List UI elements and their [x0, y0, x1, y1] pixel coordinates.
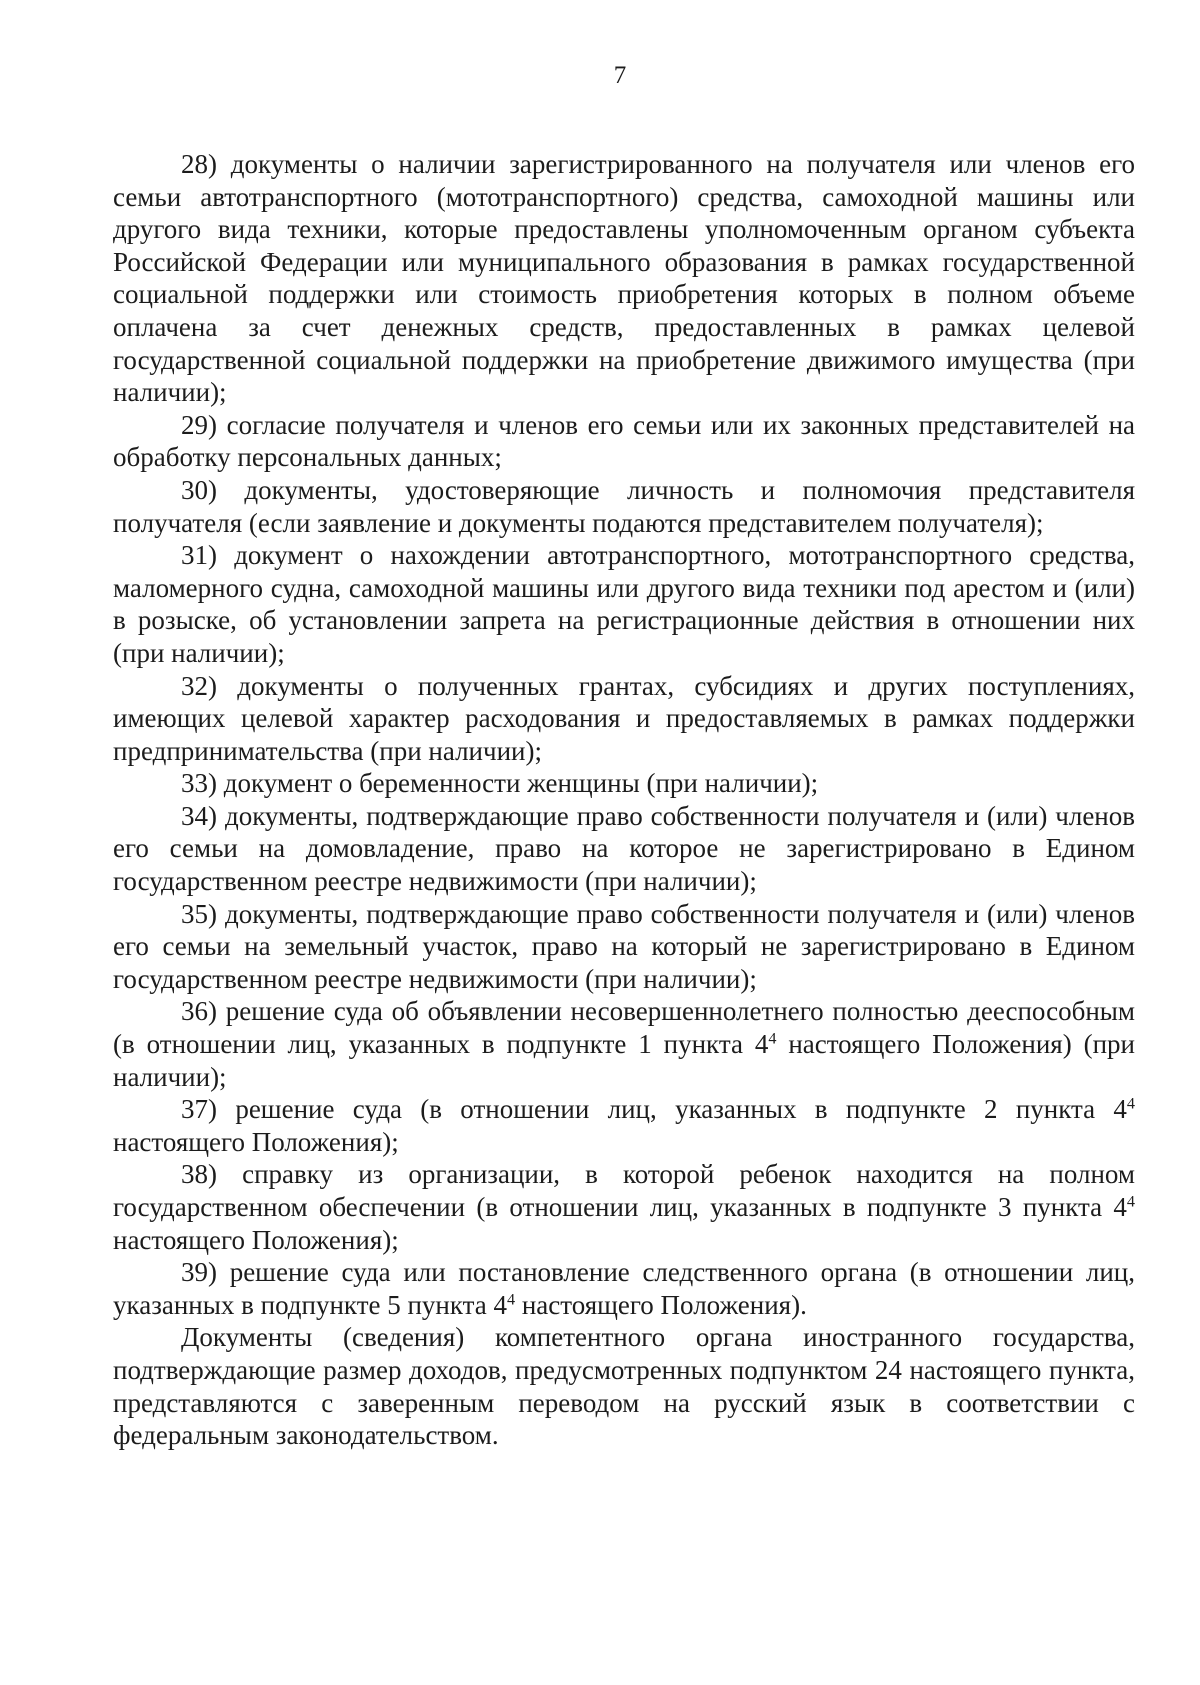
list-item-39 [113, 1256, 1135, 1321]
item-text-end: настоящего Положения); [113, 1126, 399, 1157]
item-text: документы, подтверждающие право собственности получателя и (или) членов его семьи на земельный участок, право на который не зарегистрировано в Едином государственном реестре недвижимости (при наличии); [113, 898, 1135, 994]
item-number: 35) [181, 898, 217, 929]
item-number: 34) [181, 800, 217, 831]
item-text-end: настоящего Положения) (при наличии); [113, 1029, 1135, 1092]
superscript: 4 [1126, 1094, 1136, 1113]
item-text-end: настоящего Положения). [515, 1289, 807, 1320]
item-number: 28) [181, 149, 217, 179]
list-item-34 [113, 800, 1135, 898]
item-number: 36) [181, 996, 217, 1027]
list-item-29 [113, 409, 1135, 474]
list-item-37 [113, 1093, 1135, 1158]
item-text: согласие получателя и членов его семьи или их законных представителей на обработку персональных данных; [113, 409, 1136, 473]
item-number: 31) [181, 540, 217, 571]
item-text: решение суда или постановление следственного органа (в отношении лиц, указанных в подпункте 5 пункта 4 [113, 1257, 1135, 1320]
item-number: 37) [181, 1094, 217, 1125]
item-text-end: настоящего Положения); [113, 1224, 399, 1255]
list-item-30 [113, 474, 1135, 539]
list-item-36 [113, 995, 1135, 1093]
item-text: решение суда (в отношении лиц, указанных в подпункте 2 пункта 4 [235, 1094, 1127, 1125]
item-number: 30) [181, 474, 217, 505]
item-number: 39) [181, 1257, 217, 1288]
document-body [113, 148, 1135, 1452]
item-number: 29) [181, 409, 217, 440]
list-item-28 [113, 148, 1135, 409]
item-text: документы, подтверждающие право собственности получателя и (или) членов его семьи на домовладение, право на которое не зарегистрировано в Едином государственном реестре недвижимости (при наличии); [113, 800, 1135, 897]
item-text: документ о беременности женщины (при наличии); [223, 768, 819, 799]
list-item-38 [113, 1158, 1135, 1256]
superscript: 4 [507, 1290, 516, 1309]
page-number: 7 [613, 62, 627, 89]
item-number: 33) [181, 768, 217, 799]
list-item-31 [113, 539, 1135, 669]
list-item-35 [113, 898, 1135, 996]
list-item-32 [113, 670, 1135, 768]
item-number: 38) [181, 1159, 217, 1190]
item-text: документы, удостоверяющие личность и полномочия представителя получателя (если заявление и документы подаются представителем получателя); [113, 474, 1136, 538]
item-text: решение суда об объявлении несовершеннолетнего полностью дееспособным (в отношении лиц, указанных в подпункте 1 пункта 4 [113, 996, 1136, 1060]
closing-paragraph: Документы (сведения) компетентного органа иностранного государства, подтверждающие размер доходов, предусмотренных подпунктом 24 настоящего пункта, представляются с заверенным переводом на русский язык в соответствии с федеральным законодательством. [113, 1322, 1135, 1451]
superscript: 4 [1126, 1192, 1135, 1211]
superscript: 4 [768, 1029, 777, 1048]
item-text: документы о полученных грантах, субсидиях и других поступлениях, имеющих целевой характер расходования и предоставляемых в рамках поддержки предпринимательства (при наличии); [113, 670, 1135, 766]
item-text: справку из организации, в которой ребенок находится на полном государственном обеспечении (в отношении лиц, указанных в подпункте 3 пункта 4 [113, 1159, 1135, 1222]
item-text: документы о наличии зарегистрированного на получателя или членов его семьи автотранспортного (мототранспортного) средства, самоходной машины или другого вида техники, которые предоставлены уполномоченным органом субъекта Российской Федерации или муниципального образования в рамках государственной социальной поддержки или стоимость приобретения которых в полном объеме оплачена за счет денежных средств, предоставленных в рамках целевой государственной социальной поддержки на приобретение движимого имущества (при наличии); [113, 149, 1136, 408]
item-number: 32) [181, 670, 217, 701]
item-text: документ о нахождении автотранспортного, мототранспортного средства, маломерного судна, самоходной машины или другого вида техники под арестом и (или) в розыске, об установлении запрета на регистрационные действия в отношении них (при наличии); [113, 540, 1136, 668]
list-item-33 [113, 767, 1135, 800]
